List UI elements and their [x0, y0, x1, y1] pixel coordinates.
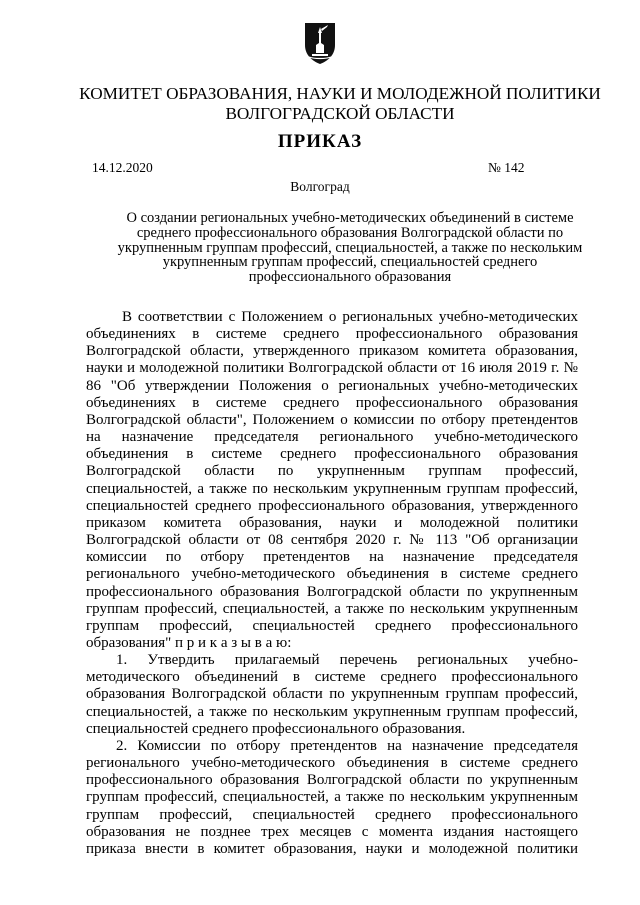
- item-1-paragraph: 1. Утвердить прилагаемый перечень региональных учебно-методического объединений в системе среднего профессионального образования Волгоградской области по укрупненным группам профессий, специальностей, а также по нескольким укрупненным группам профессий, специальностей среднего профессионального образования.: [86, 652, 578, 737]
- committee-name: [60, 84, 620, 124]
- order-date: 14.12.2020: [92, 160, 153, 175]
- order-number: № 142: [488, 160, 525, 175]
- intro-paragraph: В соответствии с Положением о региональных учебно-методических объединениях в системе среднего профессионального образования Волгоградской области, утвержденного приказом комитета образования, науки и молодежной политики Волгоградской области от 16 июля 2019 г. № 86 "Об утверждении Положения о региональных учебно-методических объединениях в системе среднего профессионального образования Волгоградской области", Положением о комиссии по отбору претендентов на назначение председателя регионального учебно-методического объединения в системе среднего профессионального образования Волгоградской области по укрупненным группам профессий, специальностей, а также по нескольким укрупненным группам профессий, специальностей среднего профессионального образования, утвержденного приказом комитета образования, науки и молодежной политики Волгоградской области от 08 сентября 2020 г. № 113 "Об организации комиссии по отбору претендентов на назначение председателя регионального учебно-методического объединения в системе среднего профессионального образования Волгоградской области по укрупненным группам профессий, специальностей, а также по нескольким укрупненным группам профессий, специальностей среднего профессионального образования" п р и к а з ы в а ю:: [86, 309, 578, 651]
- committee-line-2: ВОЛГОГРАДСКОЙ ОБЛАСТИ: [225, 104, 455, 123]
- order-title: ПРИКАЗ: [277, 131, 363, 152]
- order-subject: О создании региональных учебно-методических объединений в системе среднего профессионального образования Волгоградской области по укрупненным группам профессий, специальностей, а также по нескольким укрупненным группам профессий, специальностей среднего профессионального образования: [117, 210, 583, 286]
- city: Волгоград: [290, 179, 350, 194]
- committee-line-1: КОМИТЕТ ОБРАЗОВАНИЯ, НАУКИ И МОЛОДЕЖНОЙ ПОЛИТИКИ: [79, 84, 601, 103]
- coat-of-arms-icon: [303, 21, 337, 65]
- item-2-paragraph: 2. Комиссии по отбору претендентов на назначение председателя регионального учебно-методического объединения в системе среднего профессионального образования Волгоградской области по укрупненным группам профессий, специальностей, а также по нескольким укрупненным группам профессий, специальностей среднего профессионального образования не позднее трех месяцев с момента издания настоящего приказа внести в комитет образования, науки и молодежной политики: [86, 737, 578, 857]
- order-body: [86, 309, 578, 858]
